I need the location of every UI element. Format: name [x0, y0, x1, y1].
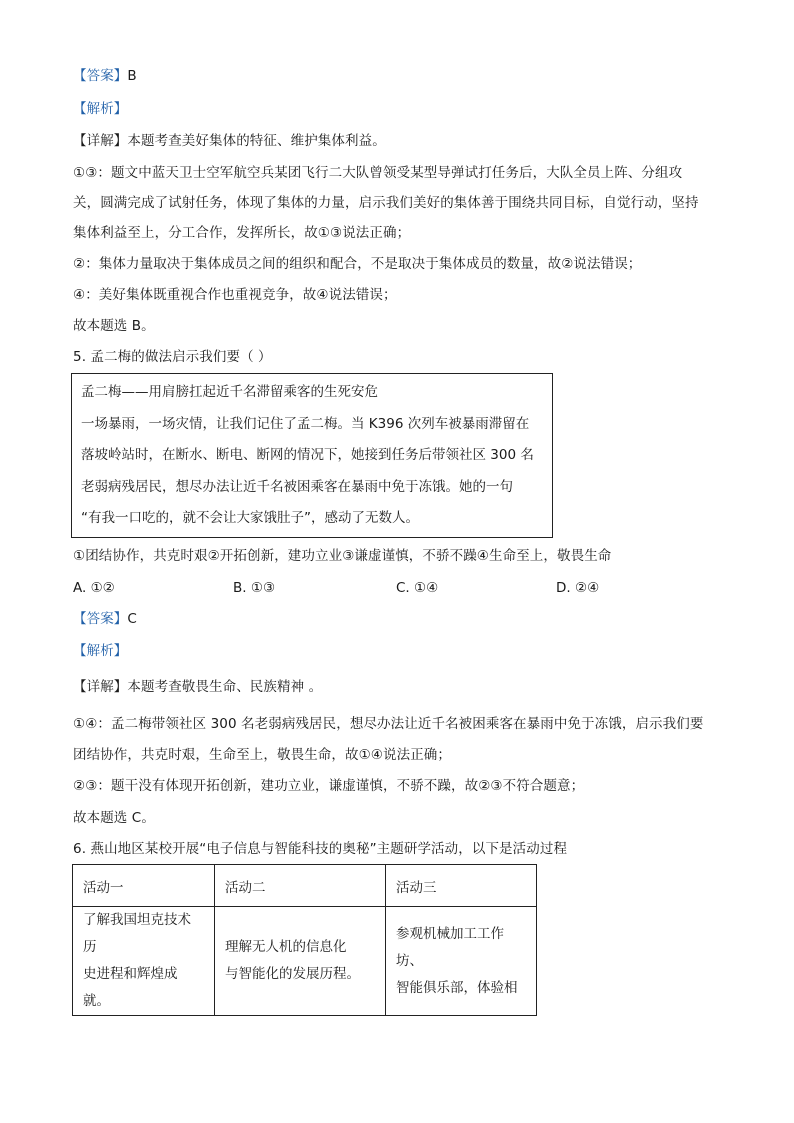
answer-tag: 【答案】 — [73, 68, 128, 84]
q4-line: ①③：题文中蓝天卫士空军航空兵某团飞行二大队曾领受某型导弹试打任务后，大队全员上阵、分组攻 — [73, 165, 683, 181]
table-header-row — [73, 865, 537, 907]
table-cell — [386, 907, 537, 1016]
detail-tag: 【详解】 — [73, 679, 128, 695]
q5-statements: ①团结协作，共克时艰②开拓创新，建功立业③谦虚谨慎，不骄不躁④生命至上，敬畏生命 — [73, 548, 612, 564]
table-cell — [73, 907, 215, 1016]
option-a: A. ①② — [73, 580, 115, 596]
material-line: 老弱病残居民，想尽办法让近千名被困乘客在暴雨中免于冻饿。她的一句 — [81, 479, 513, 495]
cell-line: 理解无人机的信息化 — [225, 939, 347, 955]
answer-value: B — [127, 68, 137, 84]
table-row — [73, 907, 537, 1016]
detail-text: 本题考查美好集体的特征、维护集体利益。 — [127, 133, 386, 149]
answer-tag: 【答案】 — [73, 611, 128, 627]
cell-line: 与智能化的发展历程。 — [225, 966, 360, 982]
cell-line: 了解我国坦克技术历 — [83, 912, 191, 955]
activity-table — [72, 864, 537, 1016]
option-c: C. ①④ — [396, 580, 439, 596]
material-line: 孟二梅——用肩膀扛起近千名滞留乘客的生死安危 — [81, 384, 378, 400]
q5-answer — [73, 609, 137, 629]
q4-line: ②：集体力量取决于集体成员之间的组织和配合，不是取决于集体成员的数量，故②说法错误； — [73, 256, 642, 272]
detail-tag: 【详解】 — [73, 133, 128, 149]
q4-line: 关，圆满完成了试射任务，体现了集体的力量，启示我们美好的集体善于围绕共同目标，自觉行动，坚持 — [73, 195, 699, 211]
table-header-cell: 活动一 — [73, 865, 215, 907]
q4-detail — [73, 131, 386, 151]
q4-line: ④：美好集体既重视合作也重视竞争，故④说法错误； — [73, 287, 397, 303]
q5-line: ②③：题干没有体现开拓创新，建功立业，谦虚谨慎，不骄不躁，故②③不符合题意； — [73, 778, 585, 794]
table-header-cell: 活动三 — [386, 865, 537, 907]
analysis-tag: 【解析】 — [73, 101, 128, 117]
q4-answer — [73, 66, 137, 86]
option-b: B. ①③ — [233, 580, 276, 596]
q4-line: 集体利益至上，分工合作，发挥所长，故①③说法正确； — [73, 225, 411, 241]
q5-material-box — [71, 373, 553, 538]
q5-line: 团结协作，共克时艰，生命至上，敬畏生命，故①④说法正确； — [73, 747, 452, 763]
material-line: 落坡岭站时，在断水、断电、断网的情况下，她接到任务后带领社区 300 名 — [81, 447, 534, 463]
cell-line: 智能俱乐部，体验相 — [396, 979, 518, 996]
cell-line: 史进程和辉煌成就。 — [83, 966, 178, 1009]
analysis-tag: 【解析】 — [73, 643, 128, 659]
material-line: “有我一口吃的，就不会让大家饿肚子”，感动了无数人。 — [81, 510, 419, 526]
q6-stem: 6. 燕山地区某校开展“电子信息与智能科技的奥秘”主题研学活动，以下是活动过程 — [73, 841, 568, 857]
q5-stem: 5. 孟二梅的做法启示我们要（ ） — [73, 349, 272, 365]
answer-value: C — [127, 611, 137, 627]
q5-line: ①④：孟二梅带领社区 300 名老弱病残居民，想尽办法让近千名被困乘客在暴雨中免于冻饿，启示我们要 — [73, 716, 704, 732]
table-header-cell: 活动二 — [215, 865, 386, 907]
q5-analysis-tag — [73, 641, 127, 661]
q4-line: 故本题选 B。 — [73, 318, 155, 334]
cell-line: 坊、 — [396, 952, 423, 969]
q5-detail — [73, 677, 322, 697]
table-cell — [215, 907, 386, 1016]
q4-analysis-tag — [73, 99, 127, 119]
detail-text: 本题考查敬畏生命、民族精神 。 — [127, 679, 323, 695]
option-d: D. ②④ — [556, 580, 600, 596]
q5-line: 故本题选 C。 — [73, 810, 155, 826]
material-line: 一场暴雨，一场灾情，让我们记住了孟二梅。当 K396 次列车被暴雨滞留在 — [81, 416, 530, 432]
cell-line: 参观机械加工工作 — [396, 925, 504, 942]
